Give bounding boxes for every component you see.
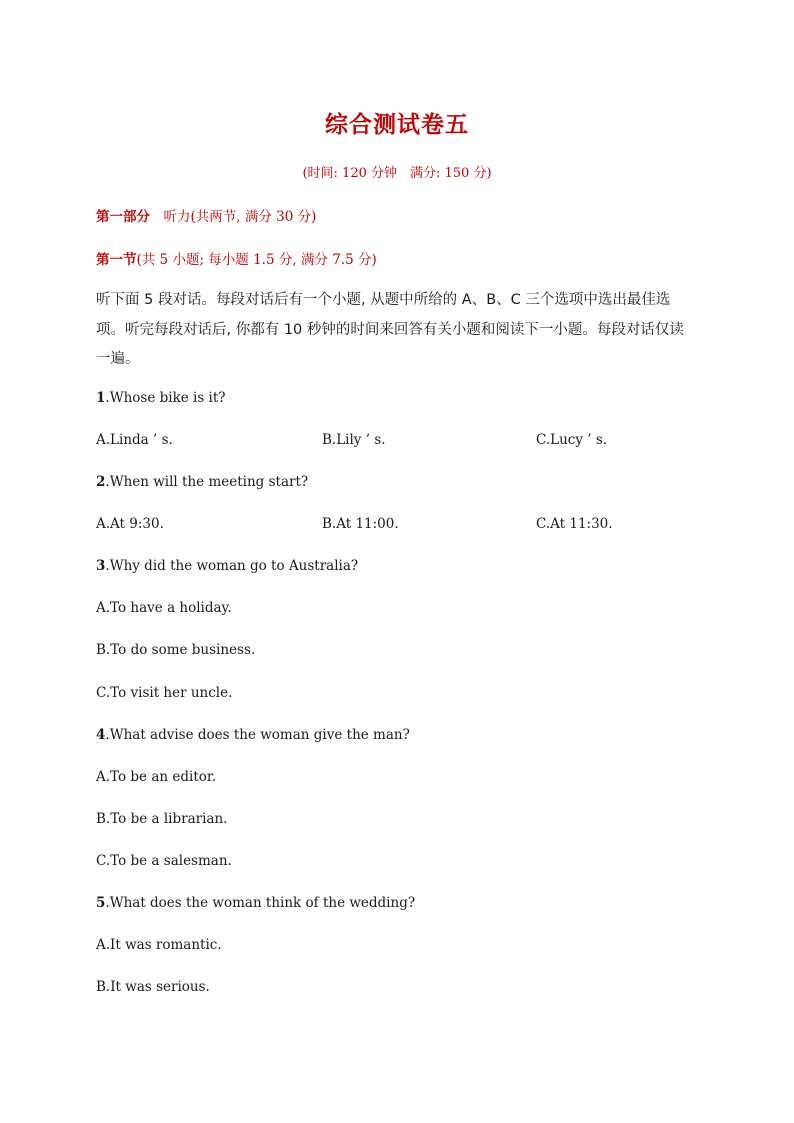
option-a: A.It was romantic. [96, 937, 222, 953]
option-b: B.It was serious. [96, 979, 210, 995]
option-a: A.To be an editor. [96, 769, 217, 785]
option-a: A.At 9:30. [96, 516, 164, 532]
question-2 [96, 474, 308, 490]
question-1 [96, 390, 226, 406]
option-b: B.To be a librarian. [96, 811, 228, 827]
question-3 [96, 558, 358, 574]
question-text: .Why did the woman go to Australia? [105, 558, 359, 574]
section-heading [96, 248, 377, 268]
option-a: A.To have a holiday. [96, 600, 232, 616]
option-c: C.To visit her uncle. [96, 685, 233, 701]
question-number: 4 [96, 727, 106, 743]
part-heading [96, 205, 316, 225]
option-b: B.At 11:00. [322, 516, 399, 532]
question-text: .Whose bike is it? [105, 390, 226, 406]
exam-time-info: (时间: 120 分钟 满分: 150 分) [302, 166, 492, 181]
question-number: 5 [96, 895, 106, 911]
option-c: C.Lucy ’ s. [536, 432, 608, 448]
section-label: 第一节 [96, 252, 137, 268]
part-detail: 听力(共两节, 满分 30 分) [150, 209, 317, 225]
instructions: 听下面 5 段对话。每段对话后有一个小题, 从题中所给的 A、B、C 三个选项中选出最佳选项。听完每段对话后, 你都有 10 秒钟的时间来回答有关小题和阅读下一小题。每段对话仅读一遍。 [96, 292, 684, 367]
question-number: 3 [96, 558, 106, 574]
question-4 [96, 727, 410, 743]
option-b: B.Lily ’ s. [322, 432, 386, 448]
question-text: .When will the meeting start? [105, 474, 309, 490]
page-title: 综合测试卷五 [325, 112, 469, 138]
question-5 [96, 895, 415, 911]
option-c: C.At 11:30. [536, 516, 613, 532]
question-text: .What does the woman think of the wedding? [105, 895, 416, 911]
option-a: A.Linda ’ s. [96, 432, 173, 448]
question-number: 1 [96, 390, 106, 406]
part-label: 第一部分 [96, 209, 150, 225]
option-b: B.To do some business. [96, 642, 256, 658]
option-c: C.To be a salesman. [96, 853, 232, 869]
question-text: .What advise does the woman give the man? [105, 727, 410, 743]
question-number: 2 [96, 474, 106, 490]
section-detail: (共 5 小题; 每小题 1.5 分, 满分 7.5 分) [136, 252, 377, 268]
